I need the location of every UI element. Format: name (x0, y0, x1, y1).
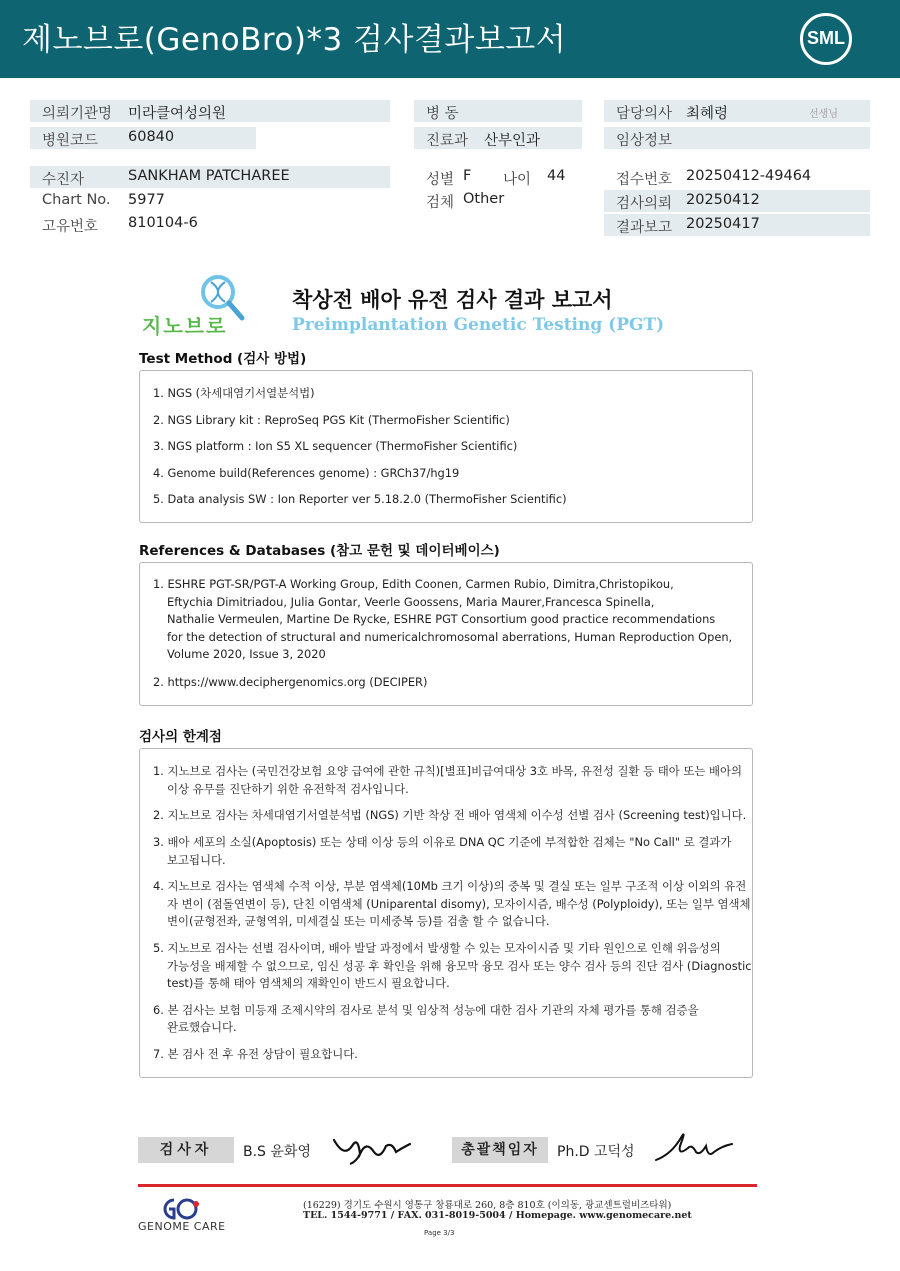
sex-age-field: 성별 F 나이 44 (426, 168, 566, 188)
genobro-logo (138, 272, 254, 338)
limitation-item: 5. 지노브로 검사는 선별 검사이며, 배아 발달 과정에서 발생할 수 있는 모자이시즘 및 기타 원인으로 인해 위음성의 (153, 941, 721, 955)
limitation-item: 3. 배아 세포의 소실(Apoptosis) 또는 상태 이상 등의 이유로 DNA QC 기준에 부적합한 검체는 "No Call" 로 결과가 (153, 835, 732, 849)
genome-care-logo-text: GENOME CARE (138, 1220, 226, 1233)
limitation-item: 이상 유무를 진단하기 위한 유전학적 검사입니다. (167, 782, 409, 796)
report-date-value: 20250417 (686, 216, 760, 232)
limitation-item: 4. 지노브로 검사는 염색체 수적 이상, 부분 염색체(10Mb 크기 이상)의 중복 및 결실 또는 일부 구조적 이상 이외의 유전 (153, 879, 747, 893)
limitation-item: 1. 지노브로 검사는 (국민건강보험 요양 급여에 관한 규칙)[별표]비급여대상 3호 바목, 유전성 질환 등 태아 또는 배아의 (153, 764, 742, 778)
patient-name-value: SANKHAM PATCHAREE (128, 168, 290, 184)
doctor-value: 최혜령 (686, 106, 729, 122)
limitation-item: 보고됩니다. (167, 853, 226, 867)
method-item: 4. Genome build(References genome) : GRCh37/hg19 (153, 466, 460, 480)
header-title: 제노브로(GenoBro)*3 검사결과보고서 (22, 22, 567, 58)
requesting-org-field: 의뢰기관명 미라클여성의원 (30, 100, 390, 122)
director-name: Ph.D 고덕성 (557, 1144, 635, 1160)
requesting-org-value: 미라클여성의원 (128, 106, 227, 122)
limitation-item: 가능성을 배제할 수 없으므로, 임신 성공 후 확인을 위해 융모막 융모 검사 또는 양수 검사 등의 진단 검사 (Diagnostic (167, 959, 752, 973)
chart-no-field: Chart No. 5977 (42, 192, 165, 208)
reference-item: Eftychia Dimitriadou, Julia Gontar, Veerle Goossens, Maria Maurer,Francesca Spinella, (167, 595, 655, 609)
limitation-item: 변이(균형전좌, 균형역위, 미세결실 또는 미세중복 등)를 검출 할 수 없습니다. (167, 914, 550, 928)
department-value: 산부인과 (484, 133, 541, 149)
director-signature (652, 1128, 734, 1168)
method-item: 2. NGS Library kit : ReproSeq PGS Kit (ThermoFisher Scientific) (153, 413, 510, 427)
footer-divider (138, 1184, 757, 1187)
report-date-field: 결과보고 20250417 (604, 214, 870, 236)
id-no-field: 고유번호 810104-6 (42, 215, 198, 235)
limitations-box (139, 748, 753, 1078)
report-subtitle: Preimplantation Genetic Testing (PGT) (292, 315, 665, 335)
clinical-info-field: 임상정보 (604, 127, 870, 149)
patient-name-field: 수진자 SANKHAM PATCHAREE (30, 166, 390, 188)
id-no-value: 810104-6 (128, 215, 198, 231)
ward-field: 병 동 (414, 100, 582, 122)
reference-item: for the detection of structural and numericalchromosomal aberrations, Human Reproduction Open, (167, 630, 733, 644)
receipt-no-field: 접수번호 20250412-49464 (616, 168, 812, 188)
request-date-field: 검사의뢰 20250412 (604, 190, 870, 212)
age-label: 나이 (503, 172, 532, 188)
reference-link[interactable]: 2. https://www.deciphergenomics.org (DECIPER) (153, 675, 428, 689)
genobro-logo-text: 지노브로 (142, 314, 228, 338)
department-field: 진료과 산부인과 (414, 127, 582, 149)
tester-name: B.S 윤화영 (243, 1144, 311, 1160)
hospital-code-field: 병원코드 60840 (30, 127, 256, 149)
footer-contact: TEL. 1544-9771 / FAX. 031-8019-5004 / Homepage. www.genomecare.net (303, 1210, 692, 1221)
method-box (139, 370, 753, 523)
receipt-no-value: 20250412-49464 (686, 168, 812, 184)
specimen-value: Other (463, 191, 505, 207)
references-box (139, 562, 753, 706)
limitation-item: 2. 지노브로 검사는 차세대염기서열분석법 (NGS) 기반 착상 전 배아 염색체 이수성 선별 검사 (Screening test)입니다. (153, 808, 747, 822)
tester-signature (330, 1132, 412, 1166)
method-item: 1. NGS (차세대염기서열분석법) (153, 386, 315, 400)
reference-item: Nathalie Vermeulen, Martine De Rycke, ESHRE PGT Consortium good practice recommendations (167, 612, 716, 626)
references-section-title: References & Databases (참고 문헌 및 데이터베이스) (139, 543, 500, 559)
hospital-code-value: 60840 (128, 129, 175, 145)
reference-item: 1. ESHRE PGT-SR/PGT-A Working Group, Edith Coonen, Carmen Rubio, Dimitra,Christopikou, (153, 577, 674, 591)
method-item: 5. Data analysis SW : Ion Reporter ver 5.18.2.0 (ThermoFisher Scientific) (153, 492, 567, 506)
limitation-item: test)를 통해 태아 염색체의 재확인이 반드시 필요합니다. (167, 976, 450, 990)
method-section-title: Test Method (검사 방법) (139, 351, 307, 367)
footer-address: (16229) 경기도 수원시 영통구 창룡대로 260, 8층 810호 (이의동, 광교센트럴비즈타워) (303, 1200, 672, 1211)
report-title: 착상전 배아 유전 검사 결과 보고서 (292, 288, 613, 312)
director-label: 총괄책임자 (452, 1137, 548, 1163)
page-number: Page 3/3 (424, 1229, 455, 1237)
limitation-item: 6. 본 검사는 보험 미등재 조제시약의 검사로 분석 및 임상적 성능에 대한 검사 기관의 자체 평가를 통해 검증을 (153, 1003, 699, 1017)
limitation-item: 7. 본 검사 전 후 유전 상담이 필요합니다. (153, 1047, 358, 1061)
doctor-suffix: 선생님 (809, 109, 838, 120)
sml-logo-text: SML (807, 28, 845, 48)
reference-item: Volume 2020, Issue 3, 2020 (167, 647, 326, 661)
method-item: 3. NGS platform : Ion S5 XL sequencer (ThermoFisher Scientific) (153, 439, 518, 453)
sex-value: F (463, 168, 472, 184)
specimen-field: 검체 Other (426, 191, 505, 211)
request-date-value: 20250412 (686, 192, 760, 208)
doctor-field: 담당의사 최혜령 선생님 (604, 100, 870, 122)
report-header (0, 0, 900, 78)
chart-no-value: 5977 (128, 192, 165, 208)
tester-label: 검사자 (138, 1137, 234, 1163)
limitation-item: 완료했습니다. (167, 1020, 237, 1034)
limitations-section-title: 검사의 한계점 (139, 729, 222, 745)
age-value: 44 (547, 168, 566, 184)
sml-logo (800, 13, 852, 65)
limitation-item: 자 변이 (점돌연변이 등), 단친 이염색체 (Uniparental disomy), 모자이시즘, 배수성 (Polyploidy), 또는 일부 염색체 (167, 897, 751, 911)
